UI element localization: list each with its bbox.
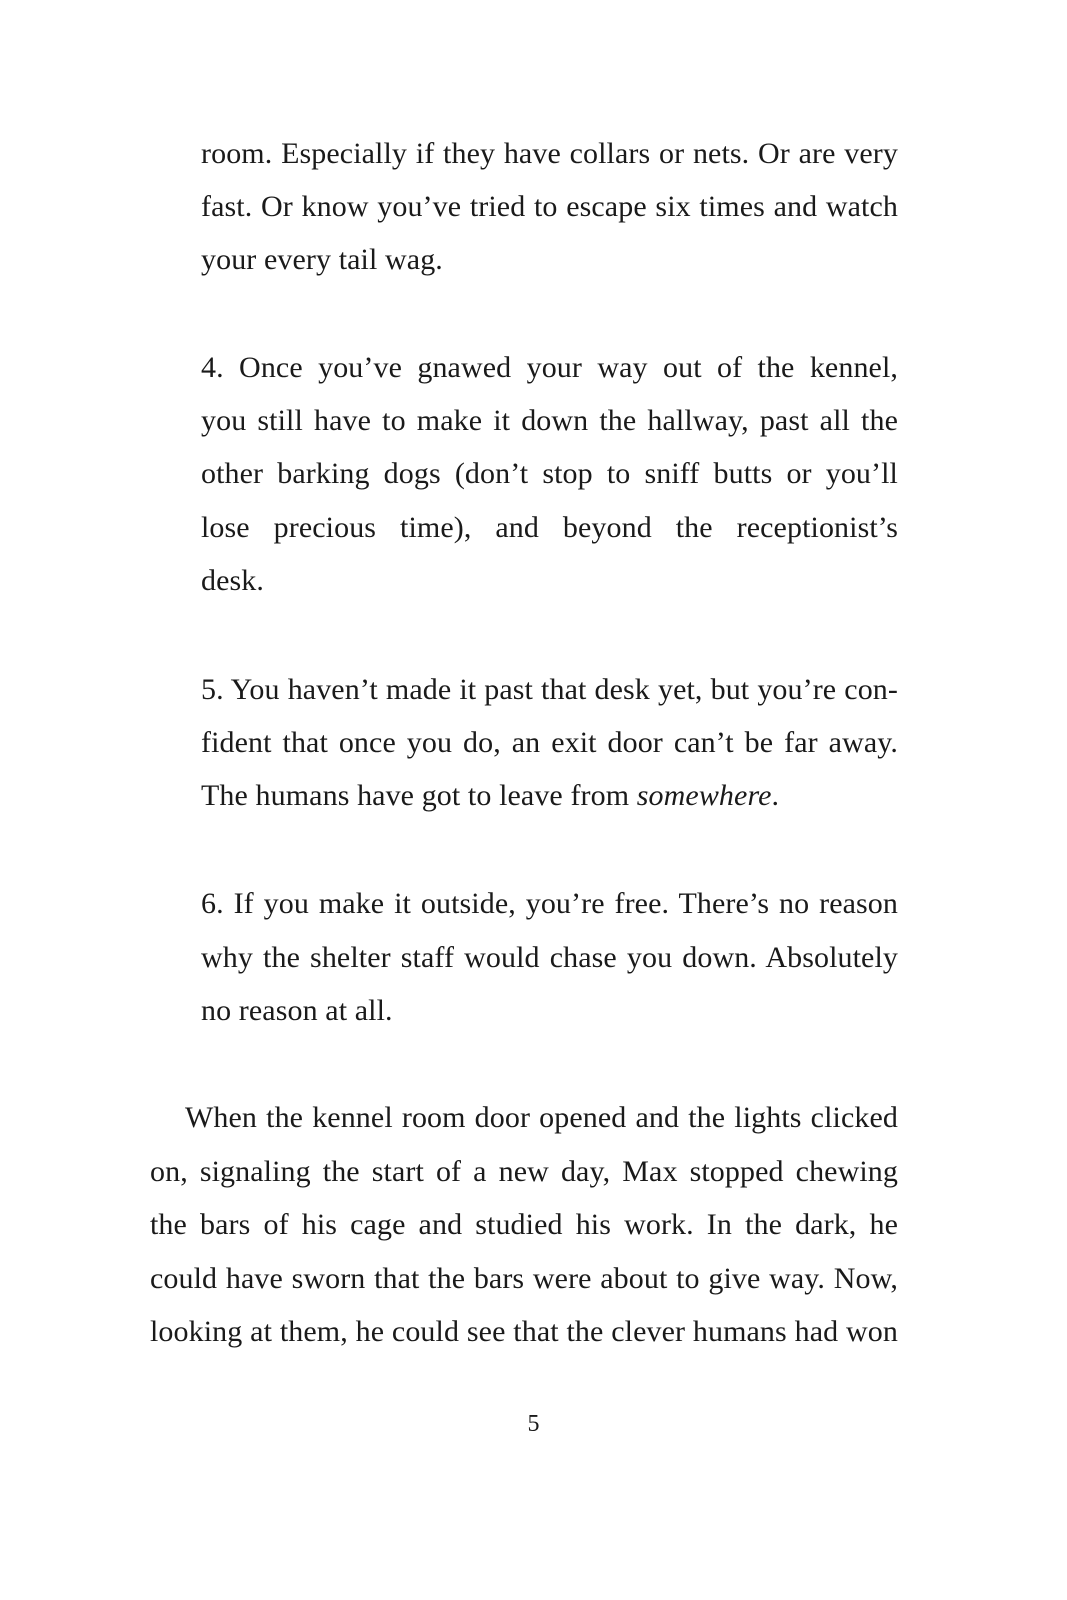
- list-item-line: 4. Once you’ve gnawed your way out of the kennel,: [201, 351, 898, 384]
- list-item-line: fast. Or know you’ve tried to escape six times and watch: [201, 190, 898, 223]
- list-item-line: why the shelter staff would chase you down. Absolutely: [201, 941, 898, 974]
- list-item-line: no reason at all.: [201, 994, 393, 1027]
- list-item-text: The humans have got to leave from: [201, 779, 637, 812]
- list-item-line: 5. You haven’t made it past that desk yet, but you’re con-: [201, 673, 898, 706]
- list-item-line: room. Especially if they have collars or nets. Or are very: [201, 137, 898, 170]
- list-item-line: fident that once you do, an exit door can’t be far away.: [201, 726, 898, 759]
- list-item-line: your every tail wag.: [201, 243, 443, 276]
- punctuation: .: [771, 779, 780, 812]
- paragraph-line: could have sworn that the bars were about to give way. Now,: [150, 1262, 898, 1295]
- page-number: 5: [527, 1411, 540, 1437]
- paragraph-line: looking at them, he could see that the clever humans had won: [150, 1315, 898, 1348]
- emphasis-text: somewhere: [636, 779, 772, 812]
- paragraph-line: on, signaling the start of a new day, Max stopped chewing: [150, 1155, 898, 1188]
- list-item-line: you still have to make it down the hallway, past all the: [201, 404, 898, 437]
- list-item-line: desk.: [201, 564, 264, 597]
- list-item-line: lose precious time), and beyond the receptionist’s: [201, 511, 898, 544]
- paragraph-line: When the kennel room door opened and the lights clicked: [185, 1101, 898, 1134]
- list-item-line: 6. If you make it outside, you’re free. There’s no reason: [201, 887, 898, 920]
- list-item-line: [201, 778, 898, 814]
- paragraph-line: the bars of his cage and studied his work. In the dark, he: [150, 1208, 898, 1241]
- list-item-line: other barking dogs (don’t stop to sniff butts or you’ll: [201, 457, 898, 490]
